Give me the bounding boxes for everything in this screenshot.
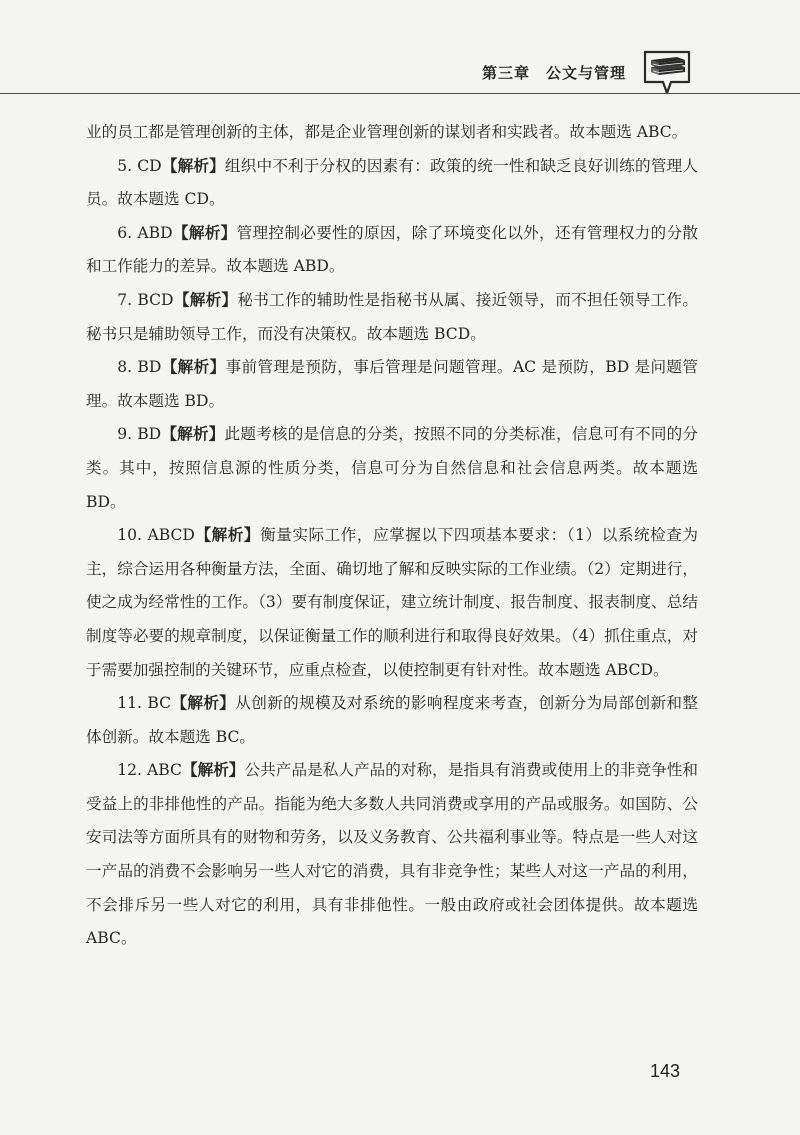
answer-number: 6. ABD (117, 223, 173, 242)
answer-number: 10. ABCD (117, 526, 195, 545)
answer-item-8 (86, 351, 698, 418)
book-stack-icon (641, 47, 693, 97)
answer-item-6 (86, 217, 698, 284)
page-number: 143 (650, 1061, 681, 1081)
answer-item-12 (86, 754, 698, 956)
analysis-text: 从创新的规模及对系统的影响程度来考查，创新分为局部创新和整体创新。故本题选 BC。 (86, 694, 698, 746)
answer-item-5 (86, 150, 698, 217)
analysis-tag: 【解析】 (172, 223, 237, 242)
analysis-tag: 【解析】 (161, 425, 225, 444)
answer-number: 11. BC (117, 694, 171, 713)
answer-number: 12. ABC (117, 761, 182, 780)
analysis-tag: 【解析】 (181, 761, 245, 780)
answer-number: 9. BD (117, 425, 162, 444)
analysis-tag: 【解析】 (161, 156, 225, 175)
analysis-text: 管理控制必要性的原因，除了环境变化以外，还有管理权力的分散和工作能力的差异。故本题选 ABD。 (86, 223, 698, 276)
answer-item-9 (86, 418, 698, 519)
answer-item-11 (86, 687, 698, 754)
page-header (0, 0, 800, 100)
analysis-tag: 【解析】 (173, 290, 238, 309)
answer-explanations (86, 116, 698, 956)
answer-number: 5. CD (117, 156, 162, 175)
continued-paragraph: 业的员工都是管理创新的主体，都是企业管理创新的谋划者和实践者。故本题选 ABC。 (86, 123, 688, 141)
analysis-text: 事前管理是预防，事后管理是问题管理。AC 是预防，BD 是问题管理。故本题选 BD。 (86, 358, 698, 410)
analysis-text: 公共产品是私人产品的对称，是指具有消费或使用上的非竞争性和受益上的非排他性的产品。指能为绝大多数人共同消费或享用的产品或服务。如国防、公安司法等方面所具有的财物和劳务，以及义务教育、公共福利事业等。特点是一些人对这一产品的消费不会影响另一些人对它的消费，具有非竞争性；某些人对这一产品的利用，不会排斥另一些人对它的利用，具有非排他性。一般由政府或社会团体提供。故本题选 ABC。 (86, 761, 698, 948)
analysis-tag: 【解析】 (171, 694, 236, 713)
header-rule (0, 93, 800, 94)
answer-item-7 (86, 284, 698, 351)
analysis-text: 组织中不利于分权的因素有：政策的统一性和缺乏良好训练的管理人员。故本题选 CD。 (86, 156, 698, 209)
answer-item-10 (86, 519, 698, 687)
answer-number: 8. BD (117, 358, 162, 377)
analysis-tag: 【解析】 (194, 526, 261, 545)
chapter-title: 第三章 公文与管理 (482, 64, 627, 82)
analysis-tag: 【解析】 (161, 358, 226, 377)
answer-number: 7. BCD (117, 290, 174, 309)
analysis-text: 此题考核的是信息的分类，按照不同的分类标准，信息可有不同的分类。其中，按照信息源的性质分类，信息可分为自然信息和社会信息两类。故本题选 BD。 (86, 425, 698, 511)
analysis-text: 衡量实际工作，应掌握以下四项基本要求：（1）以系统检查为主，综合运用各种衡量方法，全面、确切地了解和反映实际的工作业绩。（2）定期进行，使之成为经常性的工作。（3）要有制度保证，建立统计制度、报告制度、报表制度、总结制度等必要的规章制度，以保证衡量工作的顺利进行和取得良好效果。（4）抓住重点，对于需要加强控制的关键环节，应重点检查，以使控制更有针对性。故本题选 ABCD。 (86, 526, 698, 679)
analysis-text: 秘书工作的辅助性是指秘书从属、接近领导，而不担任领导工作。秘书只是辅助领导工作，而没有决策权。故本题选 BCD。 (86, 290, 698, 343)
